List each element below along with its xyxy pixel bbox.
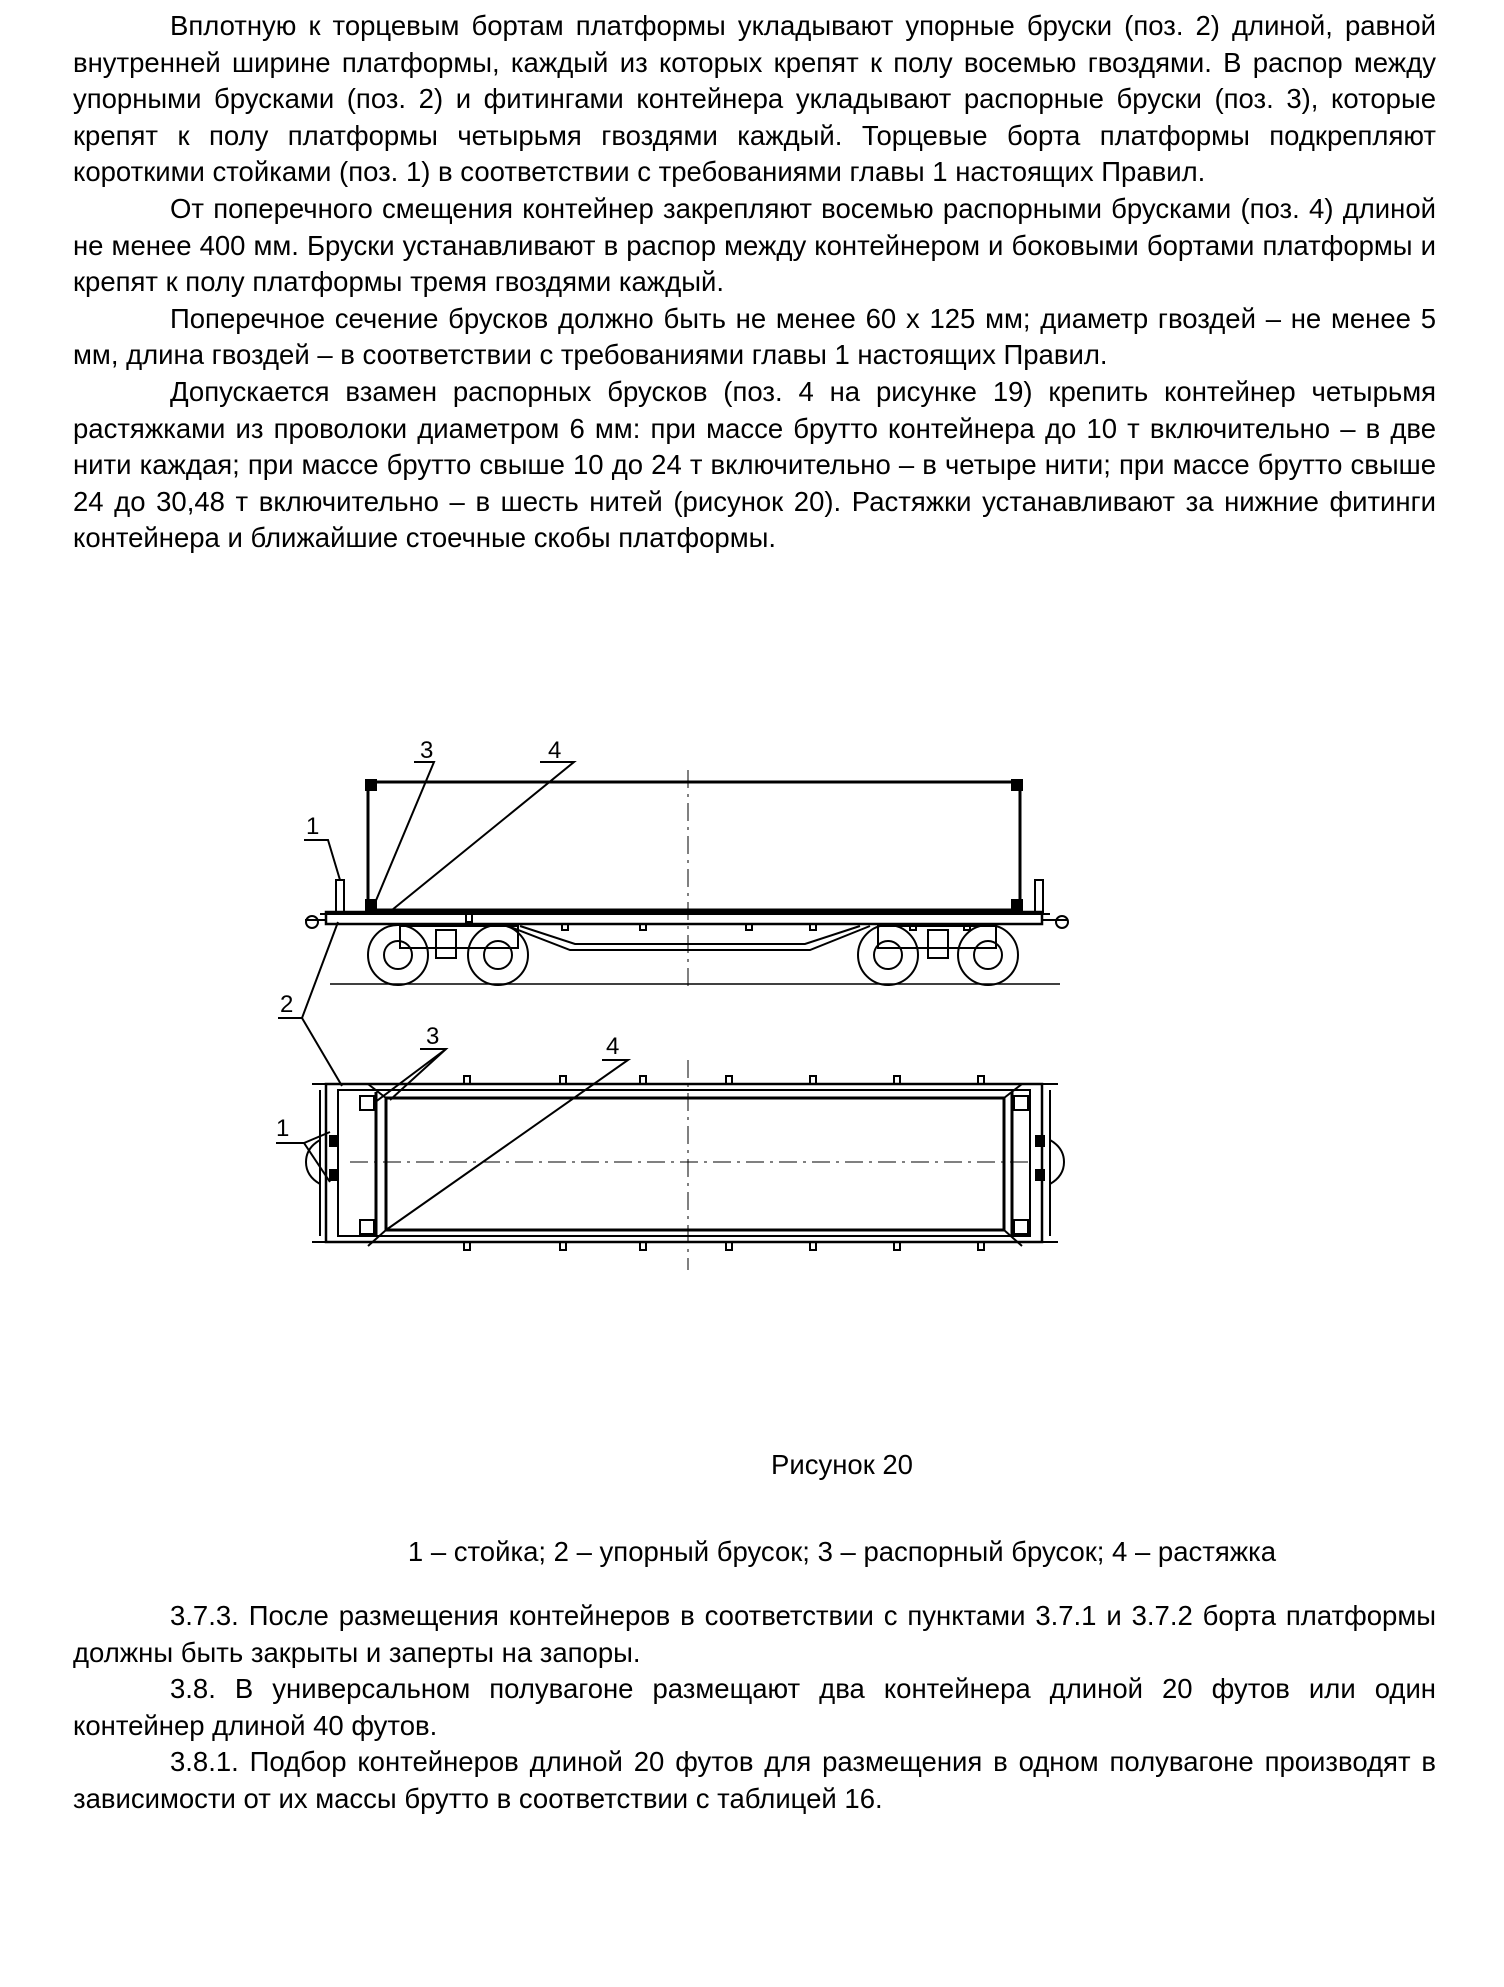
label-2: 2 [280,991,294,1018]
text-block-top [73,8,1436,557]
figure-caption: Рисунок 20 [771,1449,913,1480]
label-top-3: 3 [420,737,434,764]
end-post-left [336,880,344,914]
container-side-view [368,782,1020,910]
paragraph: От поперечного смещения контейнер закрепляют восемью распорными брусками (поз. 4) длиной не менее 400 мм. Бруски устанавливают в распор между контейнером и боковыми бортами платформы и крепят к полу платформы тремя гвоздями каждый. [73,192,1436,298]
label-top-4: 4 [548,737,562,764]
bogie-left [368,925,528,985]
paragraph: 3.8. В универсальном полувагоне размещают два контейнера длиной 20 футов или один контейнер длиной 40 футов. [73,1673,1436,1741]
label-plan-3: 3 [426,1023,440,1050]
label-plan-1: 1 [276,1115,290,1142]
end-post-right [1035,880,1043,914]
wagon-drawing-svg [250,730,1320,1410]
figure-20-drawing [250,730,1320,1410]
paragraph: Допускается взамен распорных брусков (поз. 4 на рисунке 19) крепить контейнер четырьмя растяжками из проволоки диаметром 6 мм: при массе брутто контейнера до 10 т включительно – в две нити каждая; при массе брутто свыше 10 до 24 т включительно – в четыре нити; при массе брутто свыше 24 до 30,48 т включительно – в шесть нитей (рисунок 20). Растяжки устанавливают за нижние фитинги контейнера и ближайшие стоечные скобы платформы. [73,375,1436,554]
paragraph: 3.7.3. После размещения контейнеров в соответствии с пунктами 3.7.1 и 3.7.2 борта платформы должны быть закрыты и заперты на запоры. [73,1600,1436,1668]
label-plan-4: 4 [606,1033,620,1060]
paragraph: Вплотную к торцевым бортам платформы укладывают упорные бруски (поз. 2) длиной, равной внутренней ширине платформы, каждый из которых крепят к полу восемью гвоздями. В распор между упорными брусками (поз. 2) и фитингами контейнера укладывают распорные бруски (поз. 3), которые крепят к полу платформы четырьмя гвоздями каждый. Торцевые борта платформы подкрепляют короткими стойками (поз. 1) в соответствии с требованиями главы 1 настоящих Правил. [73,10,1436,188]
paragraph: Поперечное сечение брусков должно быть не менее 60 х 125 мм; диаметр гвоздей – не менее 5 мм, длина гвоздей – в соответствии с требованиями главы 1 настоящих Правил. [73,302,1436,371]
label-top-1: 1 [306,813,320,840]
paragraph: 3.8.1. Подбор контейнеров длиной 20 футов для размещения в одном полувагоне производят в зависимости от их массы брутто в соответствии с таблицей 16. [73,1746,1436,1814]
platform-plan [326,1084,1042,1242]
text-block-bottom [73,1598,1436,1818]
bogie-right [858,925,1018,985]
figure-legend: 1 – стойка; 2 – упорный брусок; 3 – распорный брусок; 4 – растяжка [407,1536,1277,1567]
